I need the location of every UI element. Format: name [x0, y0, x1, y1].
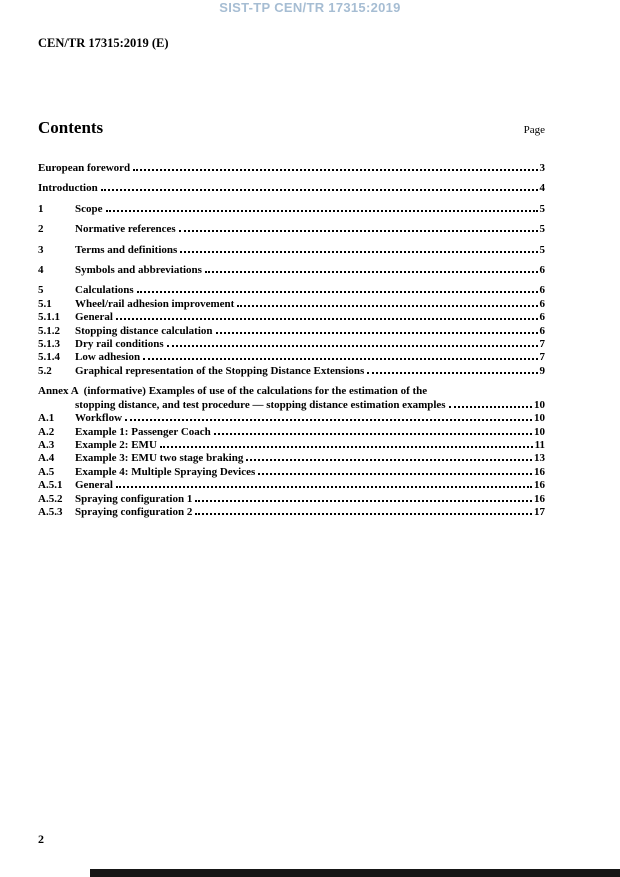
toc-entry-number: A.3	[38, 438, 55, 451]
dotted-leader	[116, 486, 532, 488]
toc-list	[38, 155, 545, 519]
toc-entry-page: 10	[534, 412, 545, 425]
toc-row	[38, 351, 545, 364]
toc-row	[38, 244, 545, 257]
toc-row	[38, 223, 545, 236]
dotted-leader	[246, 459, 532, 461]
toc-entry-number: A.5.3	[38, 505, 63, 518]
dotted-leader	[167, 345, 538, 347]
toc-entry-page: 4	[539, 182, 545, 195]
toc-entry-label: Wheel/rail adhesion improvement	[75, 297, 235, 310]
toc-entry-page: 17	[534, 505, 545, 518]
toc-row	[38, 439, 545, 452]
toc-row	[38, 365, 545, 378]
toc-entry-label: stopping distance, and test procedure — stopping distance estimation examples	[75, 398, 446, 411]
toc-entry-label: Normative references	[75, 223, 176, 236]
page-column-label: Page	[523, 124, 545, 136]
toc-entry-label: European foreword	[38, 162, 131, 174]
toc-row	[38, 203, 545, 216]
bottom-edge-bar	[90, 869, 620, 877]
toc-entry-number: 5.1.4	[38, 351, 60, 364]
toc-entry-label: Terms and definitions	[75, 243, 178, 256]
toc-entry-label: Spraying configuration 1	[75, 492, 193, 505]
toc-row	[38, 466, 545, 479]
dotted-leader	[179, 230, 538, 232]
dotted-leader	[367, 372, 537, 374]
toc-entry-label: Example 4: Multiple Spraying Devices	[75, 465, 256, 478]
toc-entry-page: 5	[539, 243, 545, 256]
toc-entry-page: 6	[539, 284, 545, 297]
toc-entry-page: 10	[534, 425, 545, 438]
toc-entry-label: Stopping distance calculation	[75, 324, 213, 337]
toc-entry-number: 1	[38, 202, 44, 215]
toc-entry-label: Dry rail conditions	[75, 338, 164, 351]
toc-entry-page: 6	[539, 264, 545, 277]
dotted-leader	[195, 513, 532, 515]
toc-row	[38, 426, 545, 439]
toc-entry-label: General	[75, 311, 113, 324]
toc-entry-page: 9	[539, 364, 545, 377]
toc-entry-label: Workflow	[75, 412, 123, 425]
toc-entry-label: Symbols and abbreviations	[75, 264, 202, 277]
toc-row	[38, 506, 545, 519]
toc-entry-number: 2	[38, 223, 44, 236]
toc-entry-page: 7	[539, 351, 545, 364]
toc-entry-label: Graphical representation of the Stopping Distance Extensions	[75, 364, 365, 377]
toc-row	[38, 264, 545, 277]
toc-entry-label: (informative) Examples of use of the calculations for the estimation of the	[83, 385, 428, 398]
dotted-leader	[160, 446, 533, 448]
toc-entry-label: Example 1: Passenger Coach	[75, 425, 211, 438]
toc-row	[38, 412, 545, 425]
toc-entry-number: A.2	[38, 425, 55, 438]
toc-entry-label: Calculations	[75, 284, 134, 297]
toc-entry-number: 5.1	[38, 297, 52, 310]
toc-row	[38, 338, 545, 351]
dotted-leader	[101, 189, 538, 191]
toc-entry-number: A.5.1	[38, 479, 63, 492]
toc-entry-number: 5	[38, 284, 44, 297]
toc-entry-number: 3	[38, 243, 44, 256]
toc-entry-page: 6	[539, 311, 545, 324]
toc-row	[38, 399, 545, 412]
dotted-leader	[125, 419, 532, 421]
toc-row	[38, 162, 545, 175]
dotted-leader	[237, 305, 537, 307]
toc-entry-page: 6	[539, 324, 545, 337]
toc-entry-number: 5.2	[38, 364, 52, 377]
toc-row	[38, 452, 545, 465]
dotted-leader	[106, 210, 538, 212]
toc-entry-label: Example 3: EMU two stage braking	[75, 452, 244, 465]
toc-entry-page: 6	[539, 297, 545, 310]
toc-entry-page: 7	[539, 338, 545, 351]
dotted-leader	[214, 433, 532, 435]
dotted-leader	[137, 291, 538, 293]
toc-row	[38, 325, 545, 338]
toc-entry-number: 5.1.2	[38, 324, 60, 337]
toc-entry-number: A.5.2	[38, 492, 63, 505]
toc-row	[38, 385, 545, 398]
watermark-header: SIST-TP CEN/TR 17315:2019	[219, 0, 401, 15]
toc-entry-number: A.5	[38, 465, 55, 478]
toc-entry-page: 11	[534, 438, 545, 451]
toc-entry-label: Low adhesion	[75, 351, 141, 364]
dotted-leader	[116, 318, 538, 320]
toc-entry-label: Scope	[75, 202, 103, 215]
dotted-leader	[180, 251, 537, 253]
dotted-leader	[133, 169, 537, 171]
toc-entry-number: 5.1.1	[38, 311, 60, 324]
dotted-leader	[216, 332, 538, 334]
toc-entry-number: Annex A	[38, 385, 79, 398]
toc-entry-page: 10	[534, 398, 545, 411]
toc-entry-label: Example 2: EMU	[75, 438, 157, 451]
dotted-leader	[143, 358, 537, 360]
toc-row	[38, 311, 545, 324]
contents-header	[38, 118, 545, 138]
toc-row	[38, 284, 545, 297]
toc-entry-label: General	[75, 479, 113, 492]
dotted-leader	[449, 406, 532, 408]
toc-entry-page: 5	[539, 223, 545, 236]
footer-page-number: 2	[38, 832, 44, 846]
toc-row	[38, 479, 545, 492]
toc-entry-page: 3	[539, 162, 545, 174]
contents-title: Contents	[38, 118, 104, 137]
toc-entry-page: 16	[534, 479, 545, 492]
dotted-leader	[205, 271, 538, 273]
toc-row	[38, 182, 545, 195]
document-reference: CEN/TR 17315:2019 (E)	[38, 36, 169, 50]
toc-entry-number: 5.1.3	[38, 338, 60, 351]
toc-entry-number: A.4	[38, 452, 55, 465]
toc-entry-number: 4	[38, 264, 44, 277]
toc-entry-label: Introduction	[38, 182, 98, 195]
toc-entry-page: 13	[534, 452, 545, 465]
toc-entry-page: 16	[534, 492, 545, 505]
toc-entry-number: A.1	[38, 412, 55, 425]
toc-row	[38, 493, 545, 506]
toc-entry-label: Spraying configuration 2	[75, 505, 193, 518]
dotted-leader	[258, 473, 532, 475]
toc-row	[38, 298, 545, 311]
toc-entry-page: 16	[534, 465, 545, 478]
dotted-leader	[195, 500, 532, 502]
toc-entry-page: 5	[539, 202, 545, 215]
